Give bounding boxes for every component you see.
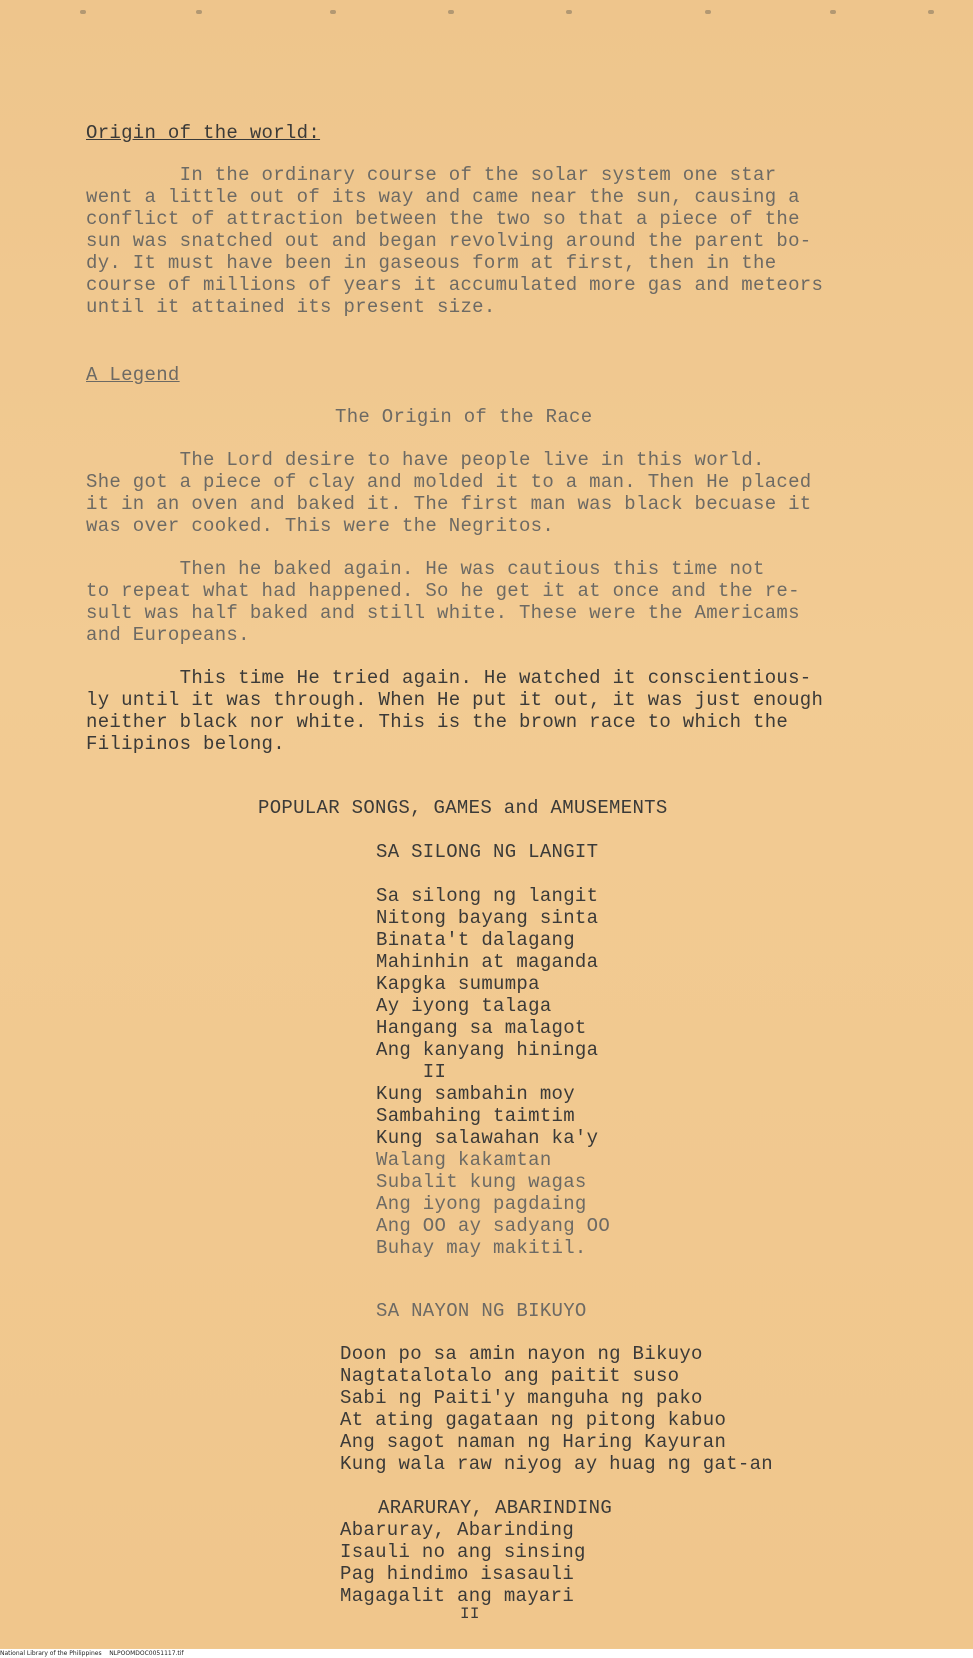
song-line: Ang kanyang hininga [376, 1039, 599, 1061]
legend-title: The Origin of the Race [335, 406, 593, 428]
song-line: Kapgka sumumpa [376, 973, 540, 995]
legend-line: ly until it was through. When He put it out, it was just enough [86, 689, 824, 711]
song-line: Ang OO ay sadyang OO [376, 1215, 611, 1237]
song-line: Kung sambahin moy [376, 1083, 575, 1105]
song-line: Binata't dalagang [376, 929, 575, 951]
song-line: II [376, 1061, 447, 1083]
song-title: SA SILONG NG LANGIT [376, 841, 599, 863]
song-line: Sambahing taimtim [376, 1105, 575, 1127]
song-line: Nagtatalotalo ang paitit suso [340, 1365, 680, 1387]
origin-world-line: until it attained its present size. [86, 296, 496, 318]
legend-line: it in an oven and baked it. The first man was black becuase it [86, 493, 812, 515]
origin-world-line: conflict of attraction between the two so that a piece of the [86, 208, 800, 230]
legend-line: and Europeans. [86, 624, 250, 646]
origin-world-line: went a little out of its way and came near the sun, causing a [86, 186, 800, 208]
page-marker: II [460, 1605, 480, 1623]
punch-mark [330, 10, 336, 14]
punch-mark [830, 10, 836, 14]
song-line: Kung wala raw niyog ay huag ng gat-an [340, 1453, 773, 1475]
legend-line: She got a piece of clay and molded it to a man. Then He placed [86, 471, 812, 493]
song-line: Sabi ng Paiti'y manguha ng pako [340, 1387, 703, 1409]
song-line: Ang iyong pagdaing [376, 1193, 587, 1215]
punch-mark [80, 10, 86, 14]
song-line: Mahinhin at maganda [376, 951, 599, 973]
legend-line: This time He tried again. He watched it conscientious- [86, 667, 812, 689]
legend-line: The Lord desire to have people live in this world. [86, 449, 765, 471]
legend-line: was over cooked. This were the Negritos. [86, 515, 555, 537]
song-line: Doon po sa amin nayon ng Bikuyo [340, 1343, 703, 1365]
punch-mark [448, 10, 454, 14]
legend-line: Filipinos belong. [86, 733, 285, 755]
song-line: Magagalit ang mayari [340, 1585, 575, 1607]
punch-mark [566, 10, 572, 14]
song-line: Pag hindimo isasauli [340, 1563, 575, 1585]
origin-world-line: dy. It must have been in gaseous form at first, then in the [86, 252, 777, 274]
origin-world-line: In the ordinary course of the solar system one star [86, 164, 777, 186]
legend-line: Then he baked again. He was cautious this time not [86, 558, 765, 580]
legend-heading: A Legend [86, 364, 180, 386]
song-line: Abaruray, Abarinding [340, 1519, 575, 1541]
punch-marks [0, 8, 973, 22]
song-line: At ating gagataan ng pitong kabuo [340, 1409, 727, 1431]
song-line: Walang kakamtan [376, 1149, 552, 1171]
scan-footer: National Library of the Philippines NLPOOMDOC0051117.tif [0, 1649, 973, 1658]
song-line: Hangang sa malagot [376, 1017, 587, 1039]
origin-world-heading: Origin of the world: [86, 122, 321, 144]
legend-line: sult was half baked and still white. These were the Americams [86, 602, 800, 624]
punch-mark [705, 10, 711, 14]
songs-section-title: POPULAR SONGS, GAMES and AMUSEMENTS [258, 797, 668, 819]
legend-line: neither black nor white. This is the brown race to which the [86, 711, 789, 733]
song-title: ARARURAY, ABARINDING [378, 1497, 613, 1519]
legend-line: to repeat what had happened. So he get it at once and the re- [86, 580, 800, 602]
song-line: Buhay may makitil. [376, 1237, 587, 1259]
origin-world-line: course of millions of years it accumulated more gas and meteors [86, 274, 824, 296]
song-line: Isauli no ang sinsing [340, 1541, 586, 1563]
song-line: Kung salawahan ka'y [376, 1127, 599, 1149]
punch-mark [928, 10, 934, 14]
song-line: Nitong bayang sinta [376, 907, 599, 929]
song-line: Sa silong ng langit [376, 885, 599, 907]
song-line: Ay iyong talaga [376, 995, 552, 1017]
punch-mark [196, 10, 202, 14]
origin-world-line: sun was snatched out and began revolving around the parent bo- [86, 230, 812, 252]
song-line: Ang sagot naman ng Haring Kayuran [340, 1431, 727, 1453]
song-title: SA NAYON NG BIKUYO [376, 1300, 587, 1322]
song-line: Subalit kung wagas [376, 1171, 587, 1193]
